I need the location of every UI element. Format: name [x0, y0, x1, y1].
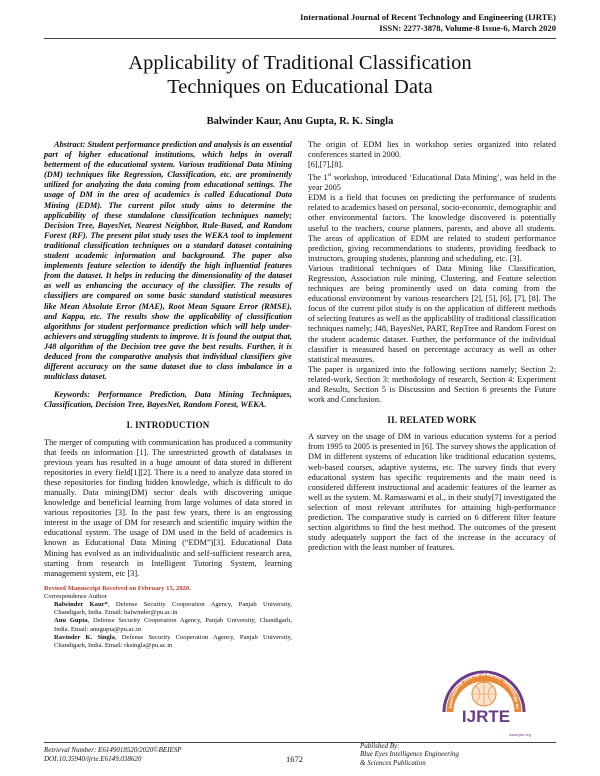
author-note-3-detail: , Defense Security Cooperation Agency, Panjab University, Chandigarh, India. Email: rksingla@pu.ac.in	[54, 633, 292, 650]
paper-title	[44, 51, 556, 99]
logo-website: www.ijrte.org	[509, 733, 531, 737]
footer-publisher	[360, 742, 459, 767]
workshop-text-end: workshop, introduced ‘Educational Data Mining’, was held in the year 2005	[308, 173, 556, 193]
page-number: 1672	[286, 754, 303, 764]
logo-wordmark: IJRTE	[461, 707, 511, 726]
footer-retrieval	[44, 746, 182, 764]
keywords: Keywords: Performance Prediction, Data Mining Techniques, Classification, Decision Tree, BayesNet, Random Forest, WEKA.	[44, 390, 292, 410]
left-column	[44, 140, 292, 650]
author-list: Balwinder Kaur, Anu Gupta, R. K. Singla	[206, 116, 394, 127]
author-note-3	[44, 634, 292, 650]
journal-header	[300, 12, 556, 33]
workshop-text-start: The 1	[308, 173, 328, 183]
right-paragraph-2: [6],[7],[8].	[308, 160, 344, 170]
author-notes	[44, 585, 292, 650]
title-line-1: Applicability of Traditional Classification	[128, 52, 472, 74]
header-rule	[44, 38, 556, 39]
author-note-1	[44, 601, 292, 617]
related-work-paragraph: A survey on the usage of DM in various education systems for a period from 1995 to 2005 is presented in [6]. The survey shows the application of DM in different systems of education like traditional education systems, web-based courses, adaptive systems, etc. The survey finds that every educational system has specific requirements and the main need is considered different instructional and academic features of the learner as well as the system. M. Ramaswami et al., in their study[7] investigated the selection of most relevant attributes for attaining high-performance prediction. The comparative study is carried on 6 different filter feature section algorithms to find the best method. The outcomes of the present study adequately support the fact of the increase in the accuracy of prediction with the least number of features.	[308, 432, 556, 553]
revised-date: Revised Manuscript Received on February 15, 2020.	[44, 584, 191, 592]
publisher-line-2: & Sciences Publication	[360, 758, 426, 767]
author-note-2	[44, 617, 292, 633]
ordinal-superscript: st	[327, 172, 332, 179]
title-line-2: Techniques on Educational Data	[167, 76, 433, 98]
author-note-2-detail: , Defense Security Cooperation Agency, Panjab University, Chandigarh, India. Email: anugupta@pu.ac.in	[54, 617, 293, 633]
right-paragraph-1: The origin of EDM lies in workshop series organized into related conferences started in 2000.	[308, 140, 556, 160]
right-paragraph-4: EDM is a field that focuses on predicting the performance of students related to academics based on personal, socio-economic, demographic and other environmental factors. The knowledge discovered is potentially useful to the teachers, course planners, parents, and above all students. The areas of application of EDM are related to student performance prediction, giving recommendations to students, providing feedback to instructors, grouping students, planning and scheduling, etc. [3].	[308, 193, 556, 263]
author-note-2-name: Anu Gupta	[54, 617, 88, 625]
author-note-1-detail: , Defense Security Cooperation Agency, Panjab University, Chandigarh, India. Email: balwinder@pu.ac.in	[54, 601, 293, 617]
footer-rule	[44, 742, 556, 743]
author-note-3-name: Ravinder K. Singla	[54, 633, 115, 641]
logo-ring-text: International Journal of Recent Technology an	[447, 671, 521, 709]
publisher-line-1: Blue Eyes Intelligence Engineering	[360, 750, 459, 759]
right-paragraph-5: Various traditional techniques of Data Mining like Classification, Regression, Association rule mining, Clustering, and Feature selection techniques are being prominently used on data coming from the educational environment by various researchers [2], [5], [6], [7], [8]. The focus of the current pilot study is on the application of different methods of selecting features as well as the applicability of traditional classification techniques namely; J48, BayesNet, PART, RepTree and Random Forest on the student academic dataset. Further, the performance of the individual classifier is measured based on percentage accuracy as well as other statistical measures.	[308, 263, 556, 364]
section-heading-introduction: I. INTRODUCTION	[126, 420, 210, 431]
author-note-1-name: Balwinder Kaur*	[54, 601, 108, 609]
introduction-paragraph: The merger of computing with communication has produced a community that feeds on information [1]. The unrestricted growth of databases in previous years has resulted in a huge amount of data stored in different repositories in every field[1][2]. There is a need to analyze data stored in these repositories for finding hidden knowledge, which is difficult to do manually. Data mining(DM) sector deals with discovering unique knowledge and beneficial learning from large volumes of data stored in various repositories [3]. In the past few years, there is an engrossing interest in the usage of DM for research and scientific inquiry within the educational system. The usage of DM used in the field of academics is known as Educational Data Mining (“EDM”)[3]. Educational Data Mining has evolved as an individualistic and self-sufficient research area, starting from research in Intelligent Tutoring System, learning management system, etc [3].	[44, 437, 292, 578]
abstract: Abstract: Student performance prediction and analysis is an essential part of higher educational institutions, which helps in overall betterment of the educational system. Various traditional Data Mining (DM) techniques like Regression, Classification, etc. are prominently utilized for analyzing the data coming from educational settings. The usage of DM in the area of academics is called Educational Data Mining (EDM). The current pilot study aims to determine the applicability of these standalone classification techniques namely; Decision Tree, BayesNet, Nearest Neighbor, Rule-Based, and Random Forest (RF). The present pilot study uses the WEKA tool to implement traditional classification techniques on a standard dataset containing student academic information and background. The paper also implements feature selection to identify the high influential features from the dataset. It helps in reducing the dimensionality of the dataset as well as enhancing the accuracy of the classifier. The results of classifiers are compared on some basic standard statistical measures like Mean Absolute Error (MAE), Root Mean Square Error (RMSE), and Kappa, etc. The results show the applicability of classification algorithms for student performance prediction which will help under-achievers and struggling students to improve. It is found the output that, J48 algorithm of the Decision tree gave the best results. Further, it is deduced from the comparative analysis that individual classifiers give different accuracy on the same dataset due to class imbalance in a multiclass dataset.	[44, 140, 292, 382]
publisher-label: Published By:	[360, 742, 400, 750]
doi: DOI:10.35940/ijrte.E6149.038620	[44, 755, 142, 763]
correspondence-label: Correspondence Author	[44, 592, 107, 600]
section-heading-related-work: II. RELATED WORK	[387, 415, 477, 426]
ijrte-logo	[430, 656, 540, 746]
journal-issn: ISSN: 2277-3878, Volume-8 Issue-6, March 2020	[379, 22, 556, 33]
right-paragraph-6: The paper is organized into the following sections namely; Section 2: related-work, Section 3: methodology of research, Section 4: Experiment and Results, Section 5 is Discussion and Section 6 presents the Future work and Conclusion.	[308, 364, 556, 405]
right-paragraph-3	[308, 170, 556, 193]
journal-name: International Journal of Recent Technology and Engineering (IJRTE)	[300, 12, 556, 22]
right-column	[308, 140, 556, 553]
retrieval-number: Retrieval Number: E6149018520/2020©BEIESP	[44, 746, 182, 754]
